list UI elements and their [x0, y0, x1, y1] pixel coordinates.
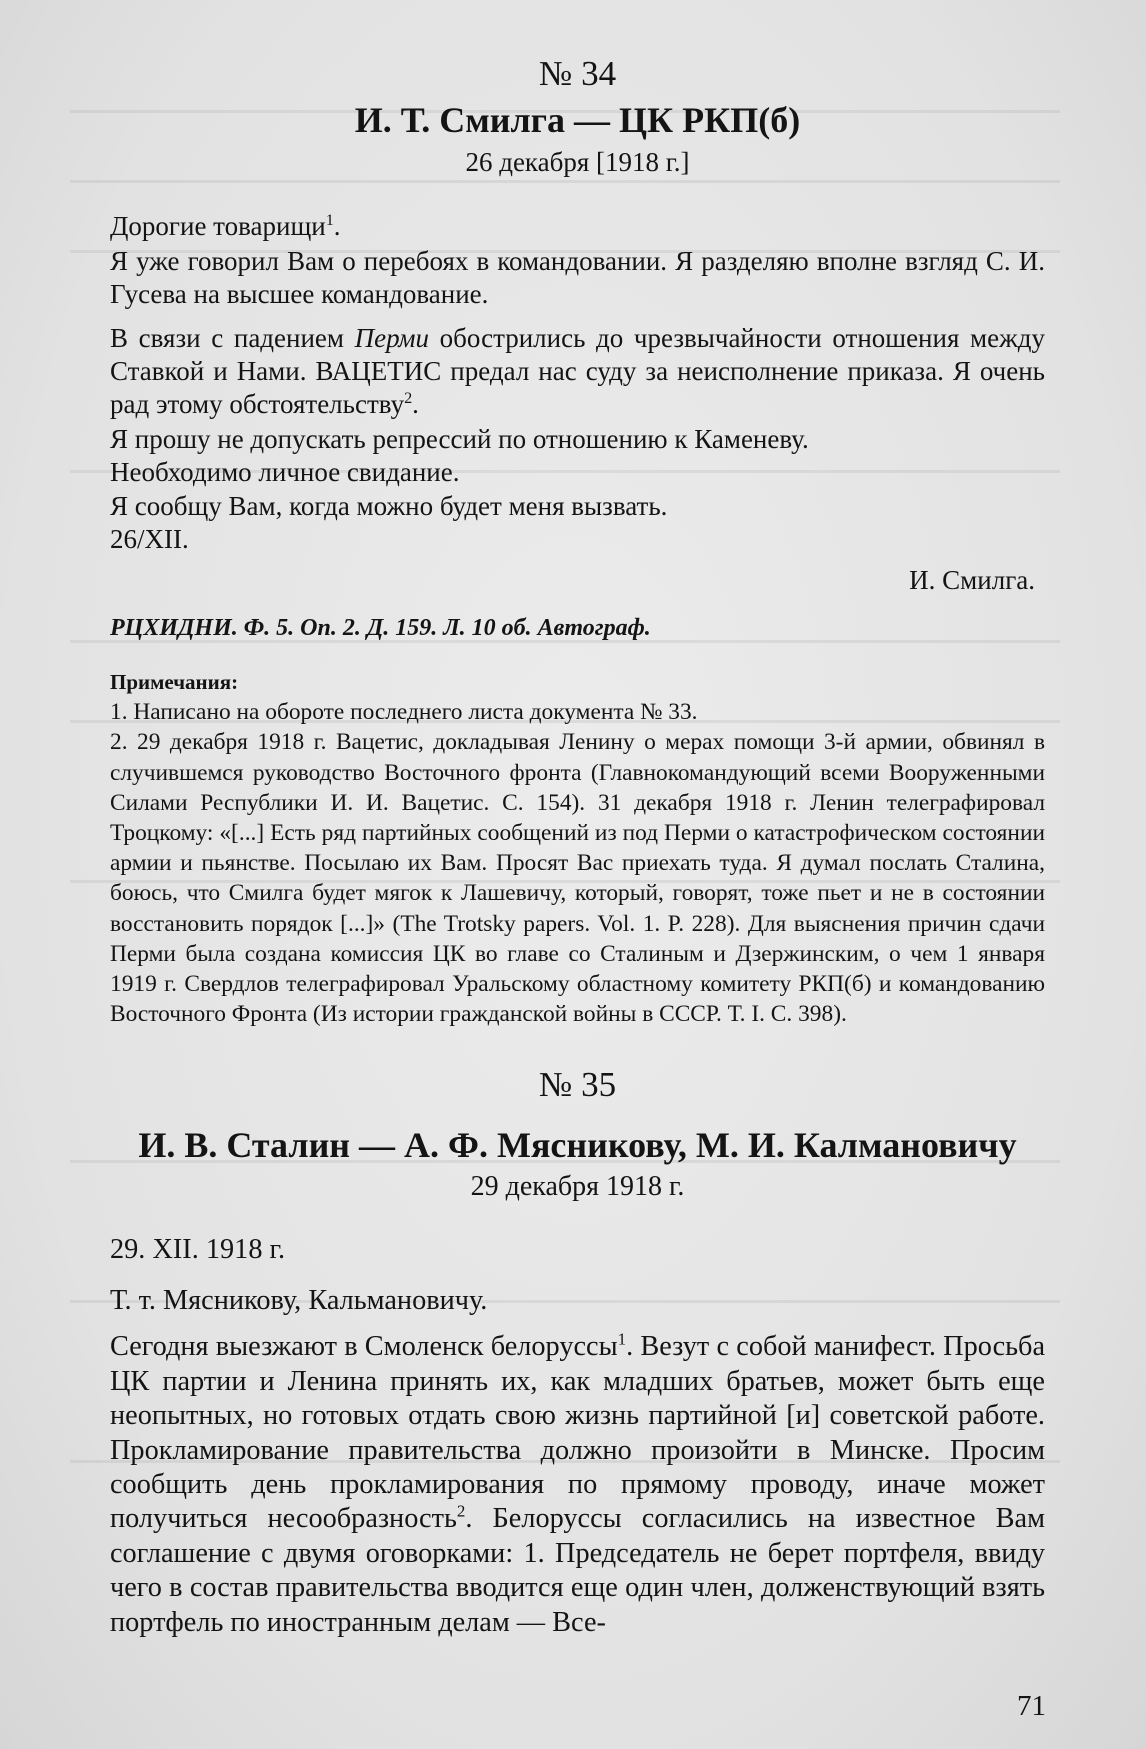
note-2: 2. 29 декабря 1918 г. Вацетис, докладывая Ленину о мерах помощи 3-й армии, обвинял в случившемся руководство Восточного фронта (Главнокомандующий всеми Вооруженными Силами Республики И. И. Вацетис. С. 154). 31 декабря 1918 г. Ленин телеграфировал Троцкому: «[...] Есть ряд партийных сообщений из под Перми о катастрофическом состоянии армии и пьянстве. Посылаю их Вам. Просят Вас приехать туда. Я думал послать Сталина, боюсь, что Смилга будет мягок к Лашевичу, который, говорят, тоже пьет и не в состоянии восстановить порядок [...]» (The Trotsky papers. Vol. 1. P. 228). Для выяснения причин сдачи Перми была создана комиссия ЦК во главе со Сталиным и Дзержинским, о чем 1 января 1919 г. Свердлов телеграфировал Уральскому областному комитету РКП(б) и командованию Восточного Фронта (Из истории гражданской войны в СССР. Т. I. С. 398). [110, 729, 1045, 1028]
doc34-para2: В связи с падением Перми обострились до чрезвычайности отношения между Ставкой и Нами. ВАЦЕТИС предал нас суду за неисполнение приказа. Я очень рад этому обстоятельству$^2$. [110, 322, 1045, 420]
doc34-para1: Я уже говорил Вам о перебоях в командовании. Я разделяю вполне взгляд С. И. Гусева на высшее командование. [110, 246, 1045, 310]
doc34-para5: Я сообщу Вам, когда можно будет меня вызвать. [110, 490, 668, 521]
doc34-greeting: Дорогие товарищи$^1$. [110, 211, 341, 241]
footnote-ref: 2 [404, 389, 413, 408]
doc35-body: Сегодня выезжают в Смоленск белоруссы$^1$. Везут с собой манифест. Просьба ЦК партии и Ленина принять их, как младших братьев, может быть еще неопытных, но готовых отдать свою жизнь партийной [и] советской работе. Прокламирование правительства должно произойти в Минске. Просим сообщить день прокламирования по прямому проводу, иначе может получиться несообразность$^2$. Белоруссы согласились на известное Вам соглашение с двумя оговорками: 1. Председатель не берет портфеля, ввиду чего в состав правительства вводится еще один член, долженствующий взять портфель по иностранным делам — Все- [110, 1329, 1046, 1638]
doc34-date: 26 декабря [1918 г.] [465, 147, 690, 177]
doc35-date: 29 декабря 1918 г. [470, 1171, 685, 1203]
doc34-title: И. Т. Смилга — ЦК РКП(б) [354, 100, 801, 140]
doc35-title: И. В. Сталин — А. Ф. Мясникову, М. И. Калмановичу [138, 1125, 1017, 1166]
doc34-dateline: 26/XII. [110, 523, 189, 554]
doc35-number: № 35 [538, 1065, 617, 1105]
doc34-archive-ref: РЦХИДНИ. Ф. 5. Оп. 2. Д. 159. Л. 10 об. Автограф. [110, 615, 651, 642]
doc35-dateline: 29. XII. 1918 г. [110, 1234, 286, 1266]
footnote-ref: 1 [325, 211, 334, 229]
doc34-para3: Я прошу не допускать репрессий по отношению к Каменеву. [110, 424, 809, 455]
footnote-ref: 2 [456, 1501, 466, 1521]
doc34-number: № 34 [538, 54, 617, 93]
page-number: 71 [1017, 1690, 1046, 1722]
notes-heading: Примечания: [110, 670, 239, 695]
footnote-ref: 1 [617, 1329, 627, 1349]
page-content [110, 52, 1045, 1640]
doc34-signature: И. Смилга. [909, 565, 1035, 596]
note-1: 1. Написано на обороте последнего листа документа № 33. [110, 699, 698, 726]
doc35-addressee: Т. т. Мясникову, Кальмановичу. [110, 1284, 488, 1316]
doc34-para4: Необходимо личное свидание. [110, 457, 460, 488]
